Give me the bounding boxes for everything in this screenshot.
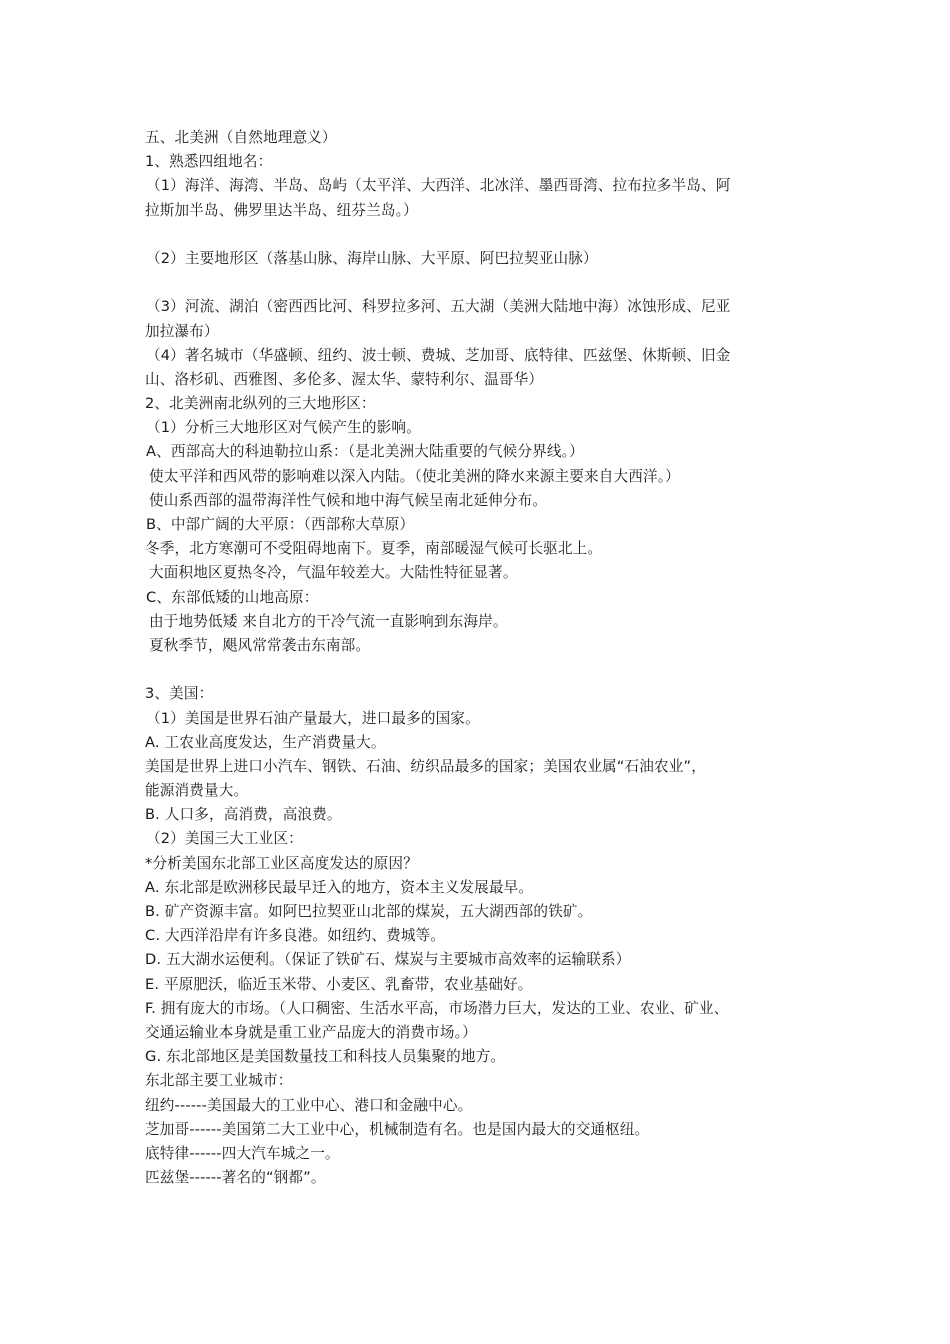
- text-line: 大面积地区夏热冬冷，气温年较差大。大陆性特征显著。: [149, 564, 518, 582]
- text-line: E. 平原肥沃，临近玉米带、小麦区、乳畜带，农业基础好。: [145, 975, 533, 993]
- text-line: 使太平洋和西风带的影响难以深入内陆。（使北美洲的降水来源主要来自大西洋。）: [149, 467, 680, 485]
- text-line: 底特律------四大汽车城之一。: [145, 1144, 340, 1162]
- text-line: （2）主要地形区（落基山脉、海岸山脉、大平原、阿巴拉契亚山脉）: [146, 249, 598, 267]
- text-line: A. 工农业高度发达，生产消费量大。: [145, 733, 386, 751]
- text-line: 能源消费量大。: [145, 782, 249, 800]
- blank-line: [145, 271, 825, 295]
- text-line: C、东部低矮的山地高原：: [146, 588, 319, 606]
- text-line: 纽约------美国最大的工业中心、港口和金融中心。: [145, 1096, 473, 1114]
- text-line: 由于地势低矮 来自北方的干冷气流一直影响到东海岸。: [149, 612, 508, 630]
- text-line: 交通运输业本身就是重工业产品庞大的消费市场。）: [145, 1023, 477, 1041]
- text-line: 匹兹堡------著名的“钢都”。: [145, 1169, 326, 1187]
- text-line: G. 东北部地区是美国数量技工和科技人员集聚的地方。: [145, 1048, 506, 1066]
- text-line: D. 五大湖水运便利。（保证了铁矿石、煤炭与主要城市高效率的运输联系）: [145, 951, 631, 969]
- text-line: 夏秋季节，飓风常常袭击东南部。: [149, 636, 371, 654]
- text-line: B. 矿产资源丰富。如阿巴拉契亚山北部的煤炭，五大湖西部的铁矿。: [145, 903, 593, 920]
- text-line: 加拉瀑布）: [145, 322, 219, 340]
- text-line: 1、熟悉四组地名：: [145, 153, 273, 171]
- text-line: 东北部主要工业城市：: [145, 1072, 293, 1090]
- text-line: C. 大西洋沿岸有许多良港。如纽约、费城等。: [145, 927, 446, 945]
- text-line: F. 拥有庞大的市场。（人口稠密、生活水平高，市场潜力巨大，发达的工业、农业、矿业、: [145, 999, 729, 1017]
- blank-line: [145, 223, 825, 247]
- blank-line: [145, 658, 825, 682]
- text-line: B、中部广阔的大平原：（西部称大草原）: [146, 516, 415, 533]
- text-line: B. 人口多，高消费，高浪费。: [145, 806, 342, 824]
- text-line: A. 东北部是欧洲移民最早迁入的地方，资本主义发展最早。: [145, 878, 534, 896]
- text-line: （1）海洋、海湾、半岛、岛屿（太平洋、大西洋、北冰洋、墨西哥湾、拉布拉多半岛、阿: [146, 177, 731, 195]
- text-line: （1）美国是世界石油产量最大，进口最多的国家。: [146, 709, 480, 727]
- text-line: 山、洛杉矶、西雅图、多伦多、渥太华、蒙特利尔、温哥华）: [145, 370, 544, 388]
- text-line: 芝加哥------美国第二大工业中心，机械制造有名。也是国内最大的交通枢纽。: [145, 1120, 650, 1138]
- text-line: 冬季，北方寒潮可不受阻碍地南下。夏季，南部暖湿气候可长驱北上。: [145, 540, 603, 558]
- text-line: 3、美国：: [145, 685, 214, 703]
- text-line: （1）分析三大地形区对气候产生的影响。: [146, 419, 421, 437]
- text-line: （4）著名城市（华盛顿、纽约、波士顿、费城、芝加哥、底特律、匹兹堡、休斯顿、旧金: [146, 346, 731, 364]
- text-line: 2、北美洲南北纵列的三大地形区：: [145, 395, 376, 413]
- text-line: 美国是世界上进口小汽车、钢铁、石油、纺织品最多的国家；美国农业属“石油农业”，: [145, 757, 706, 775]
- text-line: （3）河流、湖泊（密西西比河、科罗拉多河、五大湖（美洲大陆地中海）冰蚀形成、尼亚: [146, 298, 731, 316]
- document-body: [145, 126, 825, 1190]
- text-line: A、西部高大的科迪勒拉山系：（是北美洲大陆重要的气候分界线。）: [146, 443, 584, 461]
- text-line: 五、北美洲（自然地理意义）: [145, 129, 337, 146]
- text-line: 使山系西部的温带海洋性气候和地中海气候呈南北延伸分布。: [149, 491, 548, 509]
- text-line: （2）美国三大工业区：: [146, 830, 303, 848]
- text-line: *分析美国东北部工业区高度发达的原因？: [145, 854, 418, 872]
- text-line: 拉斯加半岛、佛罗里达半岛、纽芬兰岛。）: [145, 201, 418, 219]
